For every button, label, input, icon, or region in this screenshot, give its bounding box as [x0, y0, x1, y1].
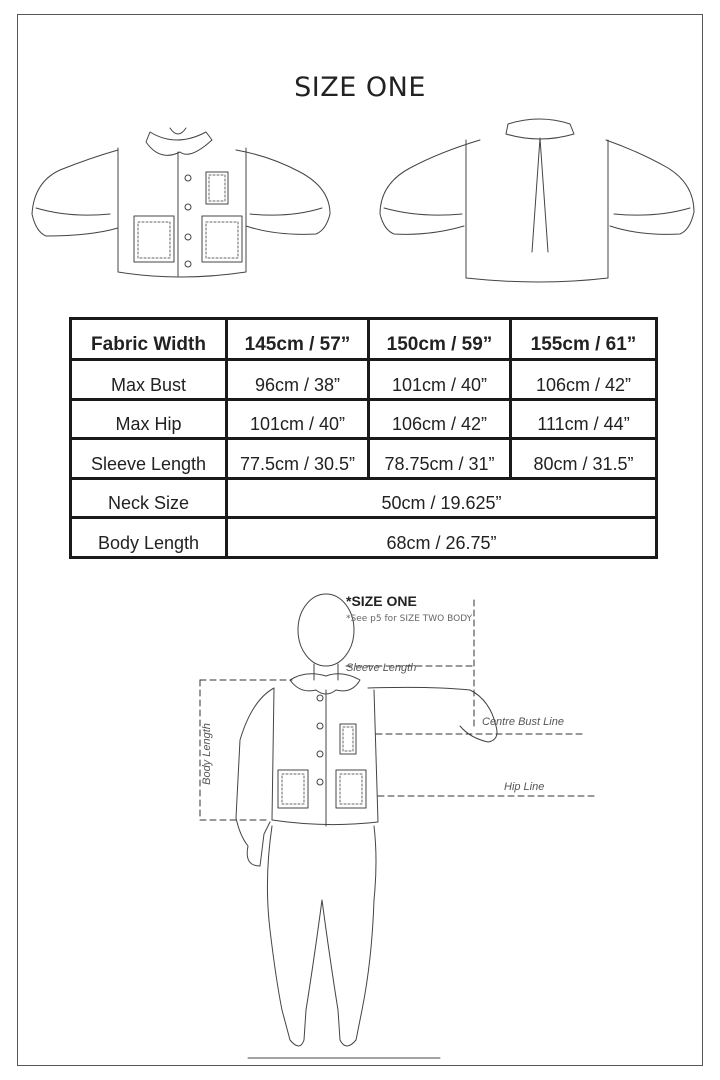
centre-bust-line-label: Centre Bust Line	[482, 716, 564, 728]
row-label: Sleeve Length	[71, 439, 227, 479]
page-title: SIZE ONE	[294, 72, 426, 103]
table-cell: 106cm / 42”	[511, 360, 657, 400]
table-row-body-length	[71, 518, 657, 558]
jacket-back-sketch	[380, 119, 694, 282]
table-cell: 50cm / 19.625”	[227, 478, 657, 518]
row-label: Max Bust	[71, 360, 227, 400]
table-cell: 150cm / 59”	[369, 319, 511, 360]
table-cell: 77.5cm / 30.5”	[227, 439, 369, 479]
jacket-flat-sketches	[0, 0, 720, 300]
table-row-max-bust	[71, 360, 657, 400]
table-cell: 101cm / 40”	[369, 360, 511, 400]
size-chart-table	[69, 317, 658, 559]
figure-size-note: *See p5 for SIZE TWO BODY	[346, 614, 473, 624]
table-row-fabric-width	[71, 319, 657, 360]
table-cell: 145cm / 57”	[227, 319, 369, 360]
row-label: Max Hip	[71, 399, 227, 439]
row-label: Neck Size	[71, 478, 227, 518]
body-length-label: Body Length	[200, 723, 213, 785]
sleeve-length-label: Sleeve Length	[346, 662, 417, 674]
table-cell: 101cm / 40”	[227, 399, 369, 439]
table-row-sleeve-length	[71, 439, 657, 479]
row-label: Fabric Width	[71, 319, 227, 360]
hip-line-label: Hip Line	[504, 781, 545, 793]
table-row-neck-size	[71, 478, 657, 518]
table-cell: 106cm / 42”	[369, 399, 511, 439]
row-label: Body Length	[71, 518, 227, 558]
table-cell: 111cm / 44”	[511, 399, 657, 439]
table-cell: 68cm / 26.75”	[227, 518, 657, 558]
table-cell: 155cm / 61”	[511, 319, 657, 360]
table-cell: 96cm / 38”	[227, 360, 369, 400]
figure-size-tag: *SIZE ONE	[346, 593, 417, 609]
table-row-max-hip	[71, 399, 657, 439]
table-cell: 80cm / 31.5”	[511, 439, 657, 479]
table-cell: 78.75cm / 31”	[369, 439, 511, 479]
jacket-front-sketch	[32, 128, 330, 277]
